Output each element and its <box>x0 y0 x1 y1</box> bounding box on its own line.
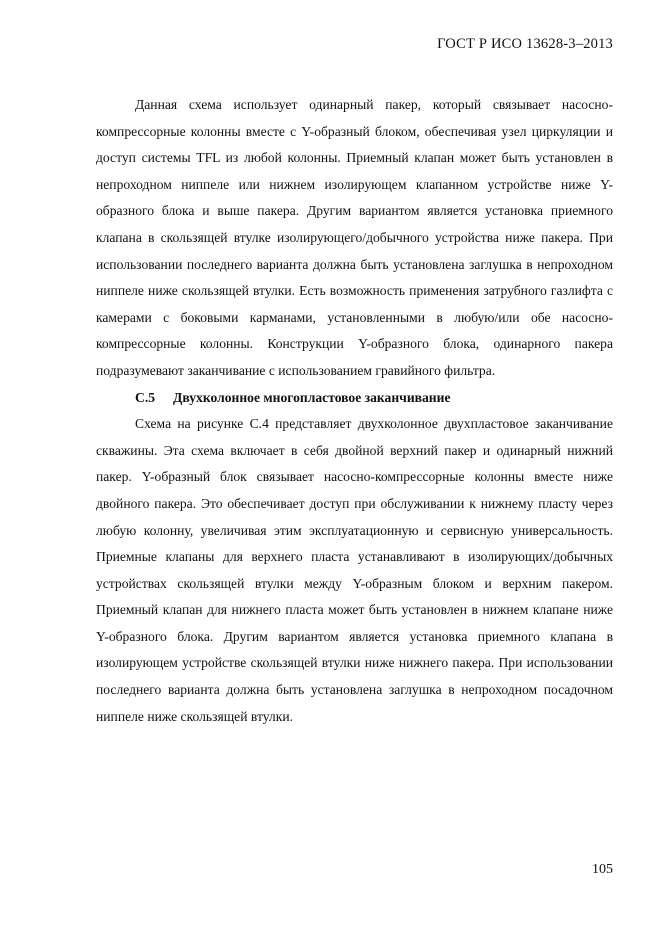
document-body <box>96 92 613 730</box>
paragraph: Схема на рисунке С.4 представляет двухколонное двухпластовое заканчивание скважины. Эта схема включает в себя двойной верхний пакер и одинарный нижний пакер. Y-образный блок связывает насосно-компрессорные колонны вместе ниже двойного пакера. Это обеспечивает доступ при обслуживании к нижнему пласту через любую колонну, увеличивая этим эксплуатационную и сервисную универсальность. Приемные клапаны для верхнего пласта устанавливают в изолирующих/добычных устройствах скользящей втулки между Y-образным блоком и верхним пакером. Приемный клапан для нижнего пласта может быть установлен в нижнем клапане ниже Y-образного блока. Другим вариантом является установка приемного клапана в изолирующем устройстве скользящей втулки ниже нижнего пакера. При использовании последнего варианта должна быть установлена заглушка в непроходном посадочном ниппеле ниже скользящей втулки. <box>96 416 613 724</box>
paragraph: Данная схема использует одинарный пакер, который связывает насосно-компрессорные колонны вместе с Y-образный блоком, обеспечивая узел циркуляции и доступ системы TFL из любой колонны. Приемный клапан может быть установлен в непроходном ниппеле или нижнем изолирующем клапанном устройстве ниже Y-образного блока и выше пакера. Другим вариантом является установка приемного клапана в скользящей втулке изолирующего/добычного устройства ниже пакера. При использовании последнего варианта должна быть установлена заглушка в непроходном ниппеле ниже скользящей втулки. Есть возможность применения затрубного газлифта с камерами с боковыми карманами, установленными в любую/или обе насосно-компрессорные колонны. Конструкции Y-образного блока, одинарного пакера подразумевают заканчивание с использованием гравийного фильтра. <box>96 97 613 378</box>
section-heading <box>96 385 613 412</box>
document-header: ГОСТ Р ИСО 13628-3–2013 <box>437 36 613 52</box>
page-number: 105 <box>592 862 613 877</box>
section-title: Двухколонное многопластовое заканчивание <box>173 389 451 405</box>
section-number: С.5 <box>135 389 156 405</box>
